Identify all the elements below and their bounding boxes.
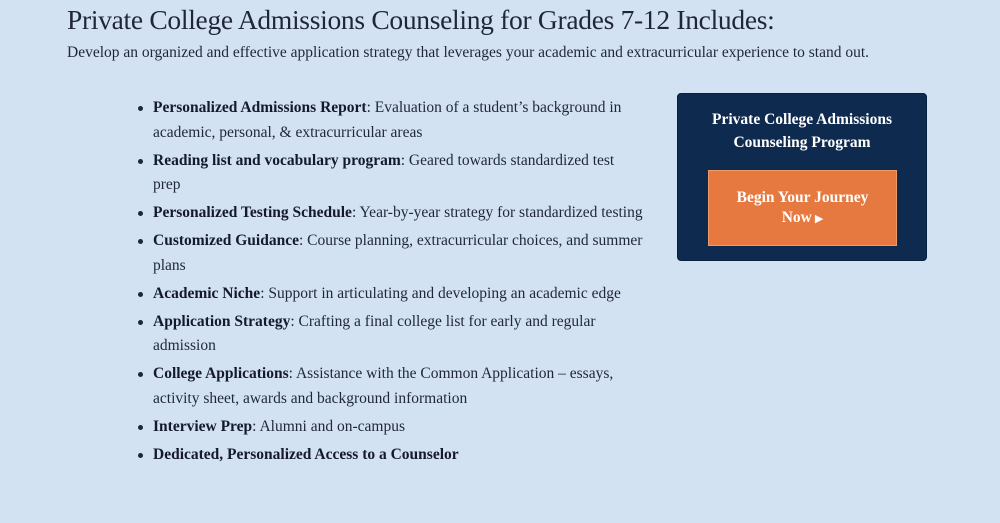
feature-description: : Year-by-year strategy for standardized testing [351,204,643,221]
list-item [153,96,643,145]
page-subtitle: Develop an organized and effective application strategy that leverages your academic and extracurricular experience to stand out. [67,44,870,61]
feature-name: Reading list and vocabulary program [153,151,401,169]
list-item [153,282,643,307]
play-arrow-icon: ▶ [814,212,824,225]
feature-description: : Geared towards standardized test prep [153,151,615,193]
program-card [677,93,927,261]
page-title: Private College Admissions Counseling for Grades 7-12 Includes: [67,4,775,35]
feature-name: Personalized Testing Schedule [153,204,352,221]
feature-description: : Evaluation of a student’s background in academic, personal, & extracurricular areas [153,99,622,141]
feature-name: Customized Guidance [153,232,299,249]
list-item [153,443,643,468]
feature-description: : Support in articulating and developing an academic edge [260,284,621,302]
feature-description: : Alumni and on-campus [252,417,405,435]
cta-label: Begin Your Journey Now [736,188,869,226]
list-item [153,201,643,226]
feature-name: Academic Niche [153,284,261,302]
features-list [153,96,643,471]
list-item [153,362,643,411]
card-title: Private College Admissions Counseling Program [712,111,892,151]
list-item [153,310,643,359]
feature-name: Personalized Admissions Report [153,99,367,116]
feature-description: : Assistance with the Common Application – essays, activity sheet, awards and background information [153,365,614,407]
feature-description: : Crafting a final college list for early and regular admission [153,312,596,354]
feature-name: Dedicated, Personalized Access to a Counselor [153,445,459,463]
feature-name: Interview Prep [153,417,253,435]
feature-name: College Applications [153,365,289,382]
feature-name: Application Strategy [153,312,291,330]
begin-journey-button[interactable] [708,170,897,246]
list-item [153,415,643,440]
feature-description: : Course planning, extracurricular choices, and summer plans [153,232,643,274]
list-item [153,229,643,278]
list-item [153,149,643,198]
